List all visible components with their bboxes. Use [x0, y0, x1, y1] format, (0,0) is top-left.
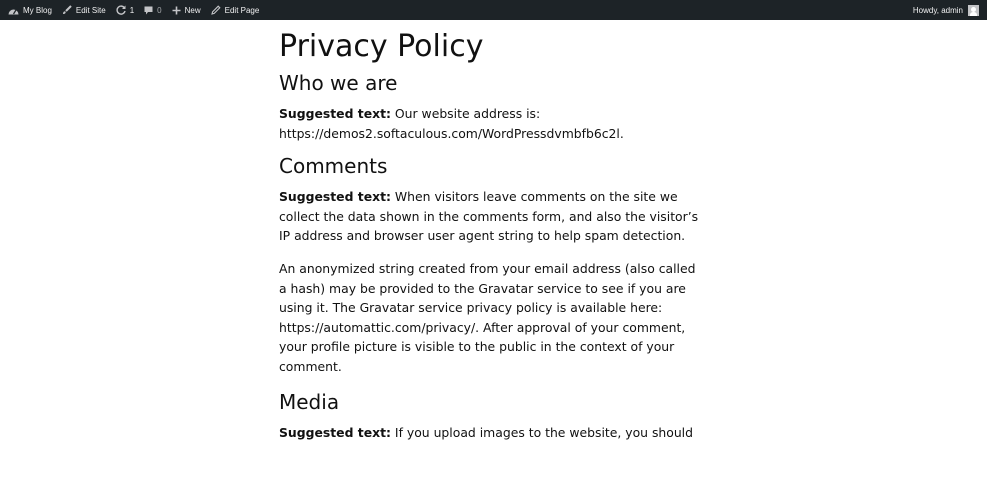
section-heading-media: Media [279, 389, 340, 414]
updates-link[interactable] [111, 0, 139, 20]
new-content-menu[interactable] [167, 0, 206, 20]
paragraph-text: Our website address is: https://demos2.softaculous.com/WordPressdvmbfb6c2l. [279, 106, 624, 141]
comments-link[interactable] [139, 0, 166, 20]
paragraph-text: If you upload images to the website, you should [390, 424, 693, 440]
page-content [279, 24, 704, 442]
paragraph [279, 187, 704, 246]
admin-bar [0, 0, 987, 20]
refresh-icon [116, 5, 126, 15]
section-heading-comments: Comments [279, 154, 388, 179]
edit-page-link[interactable] [206, 0, 265, 20]
edit-site-link[interactable] [57, 0, 111, 20]
user-avatar-icon [968, 5, 979, 16]
paragraph-text: An anonymized string created from your email address (also called a hash) may be provided to the Gravatar service to see if you are using it. The Gravatar service privacy policy is available here: https://automattic.com/privacy/. After approval of your comment, your profile picture is visible to the public in the context of your comment. [279, 260, 696, 374]
pencil-icon [211, 5, 221, 15]
howdy-greeting: Howdy, admin [912, 5, 963, 15]
brush-icon [62, 5, 72, 15]
paragraph-text: When visitors leave comments on the site we collect the data shown in the comments form, and also the visitor’s IP address and browser user agent string to help spam detection. [279, 189, 699, 244]
section-heading-who-we-are: Who we are [279, 71, 398, 95]
site-name-label: My Blog [23, 5, 52, 15]
dashboard-icon [8, 6, 19, 15]
paragraph [279, 104, 704, 143]
site-name-menu[interactable] [3, 0, 57, 20]
plus-icon [172, 6, 181, 15]
updates-count: 1 [129, 5, 135, 15]
suggested-text-label: Suggested text: [279, 189, 391, 205]
paragraph [279, 423, 704, 443]
edit-site-label: Edit Site [75, 5, 106, 15]
page-title: Privacy Policy [279, 29, 484, 64]
edit-page-label: Edit Page [224, 5, 260, 15]
new-label: New [184, 5, 201, 15]
admin-bar-left [0, 0, 264, 20]
my-account-menu[interactable] [913, 0, 987, 20]
suggested-text-label: Suggested text: [279, 106, 391, 121]
comments-count: 0 [157, 5, 162, 15]
comment-bubble-icon [144, 6, 153, 15]
paragraph [279, 259, 704, 377]
suggested-text-label: Suggested text: [279, 424, 391, 440]
